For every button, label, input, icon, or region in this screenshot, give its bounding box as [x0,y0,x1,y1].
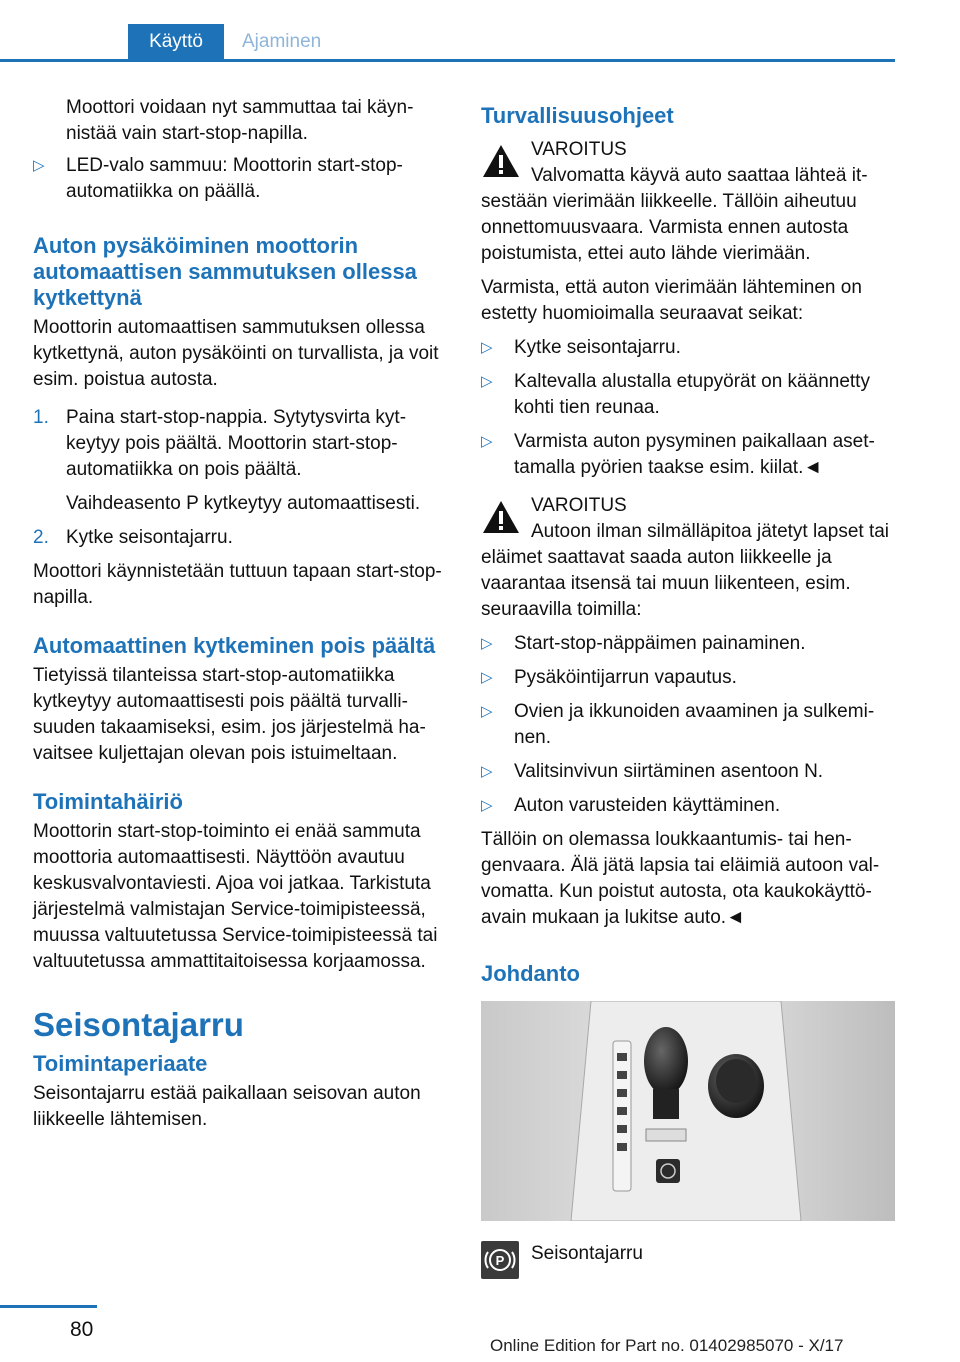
step-text: Paina start-stop-nappia. Sytytysvirta kytkeytyy pois päältä. Moottorin start-stop-automatiikka on pois päältä. [66,407,407,480]
warning-triangle-icon [481,143,521,179]
heading-intro: Johdanto [481,961,580,986]
warning-block-2 [481,493,901,519]
header-bar [0,0,895,62]
triangle-bullet-icon: ▷ [481,669,493,686]
tab-kaytto[interactable]: Käyttö [128,24,224,59]
list-item-text: Ovien ja ikkunoiden avaaminen ja sulkeminen. [514,701,875,748]
footer-edition: Online Edition for Part no. 01402985070 - X/17 [490,1336,844,1355]
warning-label: VAROITUS [531,495,627,516]
triangle-bullet-icon: ▷ [481,339,493,356]
step-1-continuation: Vaihdeasento P kytkeytyy automaattisesti. [66,493,421,514]
triangle-bullet-icon: ▷ [481,635,493,652]
list-item [481,759,901,785]
triangle-bullet-icon: ▷ [481,763,493,780]
heading-fault: Toimintahäiriö [33,789,183,814]
list-item [481,631,901,657]
triangle-bullet-icon: ▷ [481,373,493,390]
warning-2-text: Autoon ilman silmälläpitoa jätetyt lapset tai eläimet saattavat saada auton liikkeelle ja vaarantaa itsensä tai muun liikenteen, esim. seuraavilla toimilla: [481,521,890,620]
photo-caption [481,1241,901,1281]
tab-ajaminen[interactable]: Ajaminen [242,30,322,52]
list-item-text: Kytke seisontajarru. [514,337,681,358]
list-item-text: Auton varusteiden käyttäminen. [514,795,781,816]
parking-brake-photo [481,1001,895,1221]
list-item [481,699,901,751]
heading-principle: Toimintaperiaate [33,1051,208,1076]
principle-paragraph: Seisontajarru estää paikallaan seisovan auton liikkeelle lähtemisen. [33,1083,421,1130]
step-number: 1. [33,407,49,428]
prevent-paragraph: Varmista, että auton vierimään lähteminen on estetty huomioimalla seuraavat seikat: [481,277,862,324]
step-text: Kytke seisontajarru. [66,527,233,548]
list-item-text: Pysäköintijarrun vapautus. [514,667,737,688]
step-number: 2. [33,527,49,548]
list-item-text: LED-valo sammuu: Moottorin start-stop-automatiikka on päällä. [66,155,403,202]
warning-triangle-icon [481,499,521,535]
svg-text:P: P [495,1253,505,1268]
caption-text: Seisontajarru [531,1243,643,1264]
restart-paragraph: Moottori käynnistetään tuttuun tapaan start-stop-napilla. [33,561,442,608]
warning-label: VAROITUS [531,139,627,160]
intro-paragraph: Moottori voidaan nyt sammuttaa tai käynnistää vain start-stop-napilla. [66,97,414,144]
footer-rule [0,1305,97,1308]
danger-paragraph: Tällöin on olemassa loukkaantumis- tai hengenvaara. Älä jätä lapsia tai eläimiä autoon valvomatta. Kun poistut autosta, ota kaukokäyttöavain mukaan ja lukitse auto.◄ [481,829,880,928]
step-1 [33,405,453,483]
triangle-bullet-icon: ▷ [481,797,493,814]
warning-1-text: Valvomatta käyvä auto saattaa lähteä itsestään vierimään liikkeelle. Tällöin aiheutuu onnettomuusvaara. Varmista ennen autosta poistumista, ettei auto lähde vierimään. [481,165,868,264]
list-item [481,793,901,819]
step-2 [33,525,453,551]
left-column [33,95,453,1141]
triangle-bullet-icon: ▷ [33,157,45,174]
heading-auto-off: Automaattinen kytkeminen pois päältä [33,633,436,658]
parking-brake-icon [481,1241,519,1279]
list-item [481,665,901,691]
list-item-led [33,153,453,205]
right-column [481,95,901,1281]
list-item [481,335,901,361]
header-rule [0,59,895,62]
page-number: 80 [70,1318,94,1341]
list-item-text: Valitsinvivun siirtäminen asentoon N. [514,761,824,782]
list-item-text: Varmista auton pysyminen paikallaan asettamalla pyörien taakse esim. kiilat.◄ [514,431,875,478]
list-item-text: Kaltevalla alustalla etupyörät on käännetty kohti tien reunaa. [514,371,870,418]
triangle-bullet-icon: ▷ [481,433,493,450]
heading-parking: Auton pysäköiminen moottorin automaattisen sammutuksen ollessa kytkettynä [33,233,417,310]
parking-paragraph: Moottorin automaattisen sammutuksen ollessa kytkettynä, auton pysäköinti on turvallista, ja voit esim. poistua autosta. [33,317,439,390]
list-item [481,369,901,421]
heading-parking-brake: Seisontajarru [33,1006,244,1043]
list-item-text: Start-stop-näppäimen painaminen. [514,633,806,654]
heading-safety: Turvallisuusohjeet [481,103,674,128]
auto-off-paragraph: Tietyissä tilanteissa start-stop-automatiikka kytkeytyy automaattisesti pois päältä turvallisuuden takaamiseksi, esim. jos järjestelmä havaitsee kuljettajan olevan pois istuimeltaan. [33,665,426,764]
list-item [481,429,901,481]
triangle-bullet-icon: ▷ [481,703,493,720]
center-console-image [481,1001,895,1221]
warning-block-1 [481,137,901,163]
fault-paragraph: Moottorin start-stop-toiminto ei enää sammuta moottoria automaattisesti. Näyttöön avautuu keskusvalvontaviesti. Ajoa voi jatkaa. Tarkistuta järjestelmä valmistajan Service-toimipisteessä, muussa valtuutetussa Service-toimipisteessä tai valtuutetussa ammattitaitoisessa korjaamossa. [33,821,438,972]
